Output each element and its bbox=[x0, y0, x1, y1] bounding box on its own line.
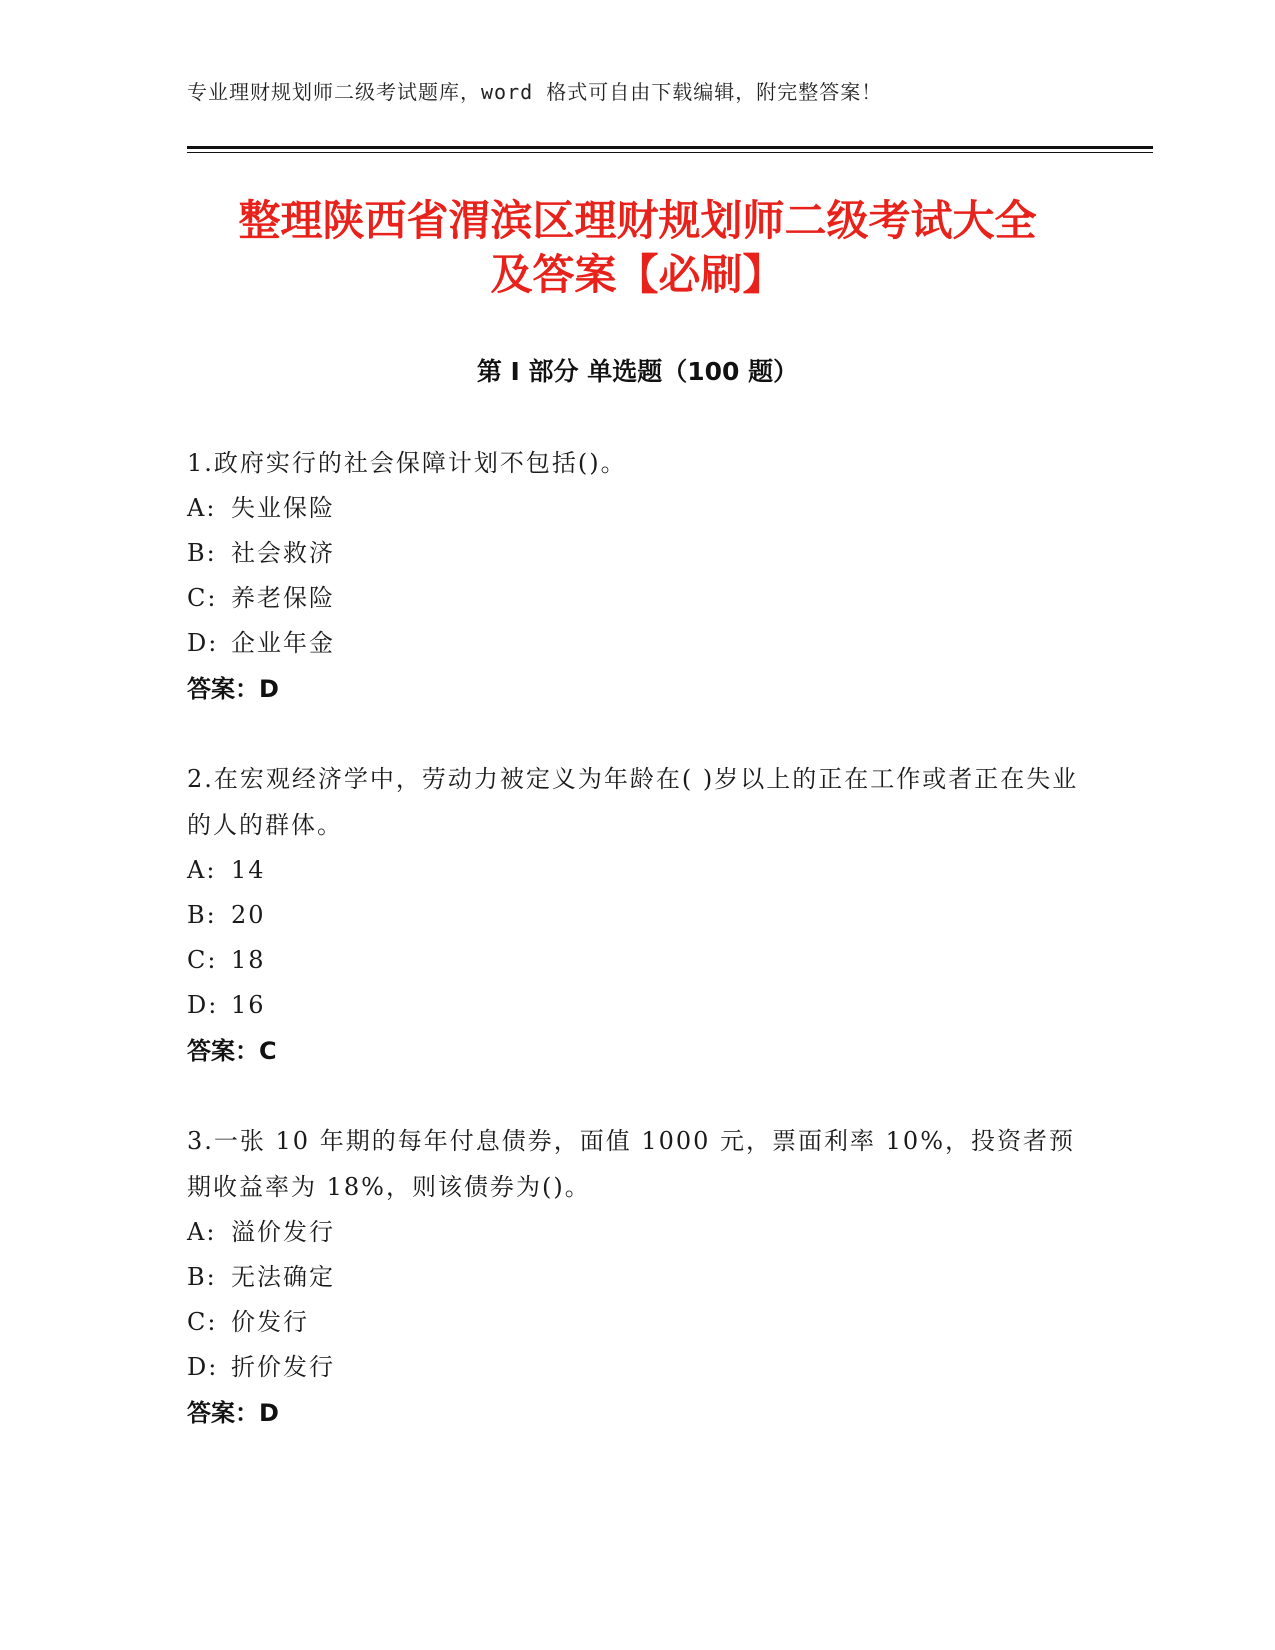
option-text: 20 bbox=[231, 901, 266, 929]
document-title bbox=[150, 194, 1125, 302]
option-c bbox=[187, 938, 1087, 983]
option-d bbox=[187, 621, 1087, 666]
option-text: 16 bbox=[231, 991, 266, 1019]
option-text: 折价发行 bbox=[231, 1353, 335, 1381]
question-stem: 1.政府实行的社会保障计划不包括()。 bbox=[187, 449, 627, 477]
option-letter: C: bbox=[187, 946, 218, 974]
option-d bbox=[187, 983, 1087, 1028]
option-text: 养老保险 bbox=[231, 584, 335, 612]
option-text: 企业年金 bbox=[231, 629, 335, 657]
option-text: 溢价发行 bbox=[231, 1218, 335, 1246]
header-divider-thick bbox=[187, 146, 1153, 149]
option-letter: A: bbox=[187, 1218, 217, 1246]
option-letter: B: bbox=[187, 539, 217, 567]
option-letter: C: bbox=[187, 1308, 218, 1336]
question-stem: 2.在宏观经济学中，劳动力被定义为年龄在( )岁以上的正在工作或者正在失业的人的群体。 bbox=[187, 765, 1079, 839]
option-text: 失业保险 bbox=[231, 494, 335, 522]
option-letter: D: bbox=[187, 1353, 219, 1381]
option-letter: D: bbox=[187, 629, 219, 657]
question-1 bbox=[187, 440, 1087, 712]
option-d bbox=[187, 1345, 1087, 1390]
option-text: 无法确定 bbox=[231, 1263, 335, 1291]
option-letter: A: bbox=[187, 494, 217, 522]
option-letter: D: bbox=[187, 991, 219, 1019]
option-letter: C: bbox=[187, 584, 218, 612]
question-list bbox=[187, 440, 1087, 1480]
option-text: 14 bbox=[231, 856, 266, 884]
option-b bbox=[187, 1255, 1087, 1300]
option-c bbox=[187, 576, 1087, 621]
option-text: 18 bbox=[231, 946, 266, 974]
option-text: 社会救济 bbox=[231, 539, 335, 567]
option-b bbox=[187, 531, 1087, 576]
option-b bbox=[187, 893, 1087, 938]
option-letter: A: bbox=[187, 856, 217, 884]
section-heading: 第 I 部分 单选题（100 题） bbox=[476, 357, 799, 386]
option-text: 价发行 bbox=[231, 1308, 309, 1336]
answer-line: 答案：D bbox=[187, 1399, 279, 1427]
option-c bbox=[187, 1300, 1087, 1345]
answer-line: 答案：C bbox=[187, 1037, 277, 1065]
option-a bbox=[187, 486, 1087, 531]
header-divider-thin bbox=[187, 152, 1153, 153]
question-2 bbox=[187, 756, 1087, 1074]
option-letter: B: bbox=[187, 1263, 217, 1291]
header-note: 专业理财规划师二级考试题库，word 格式可自由下载编辑，附完整答案！ bbox=[187, 80, 883, 104]
question-3 bbox=[187, 1118, 1087, 1436]
question-stem: 3.一张 10 年期的每年付息债券，面值 1000 元，票面利率 10%，投资者预期收益率为 18%，则该债券为()。 bbox=[187, 1127, 1076, 1201]
document-title-line-2: 及答案【必刷】 bbox=[490, 250, 785, 299]
option-a bbox=[187, 848, 1087, 893]
option-a bbox=[187, 1210, 1087, 1255]
document-title-line-1: 整理陕西省渭滨区理财规划师二级考试大全 bbox=[238, 196, 1037, 245]
answer-line: 答案：D bbox=[187, 675, 279, 703]
option-letter: B: bbox=[187, 901, 217, 929]
